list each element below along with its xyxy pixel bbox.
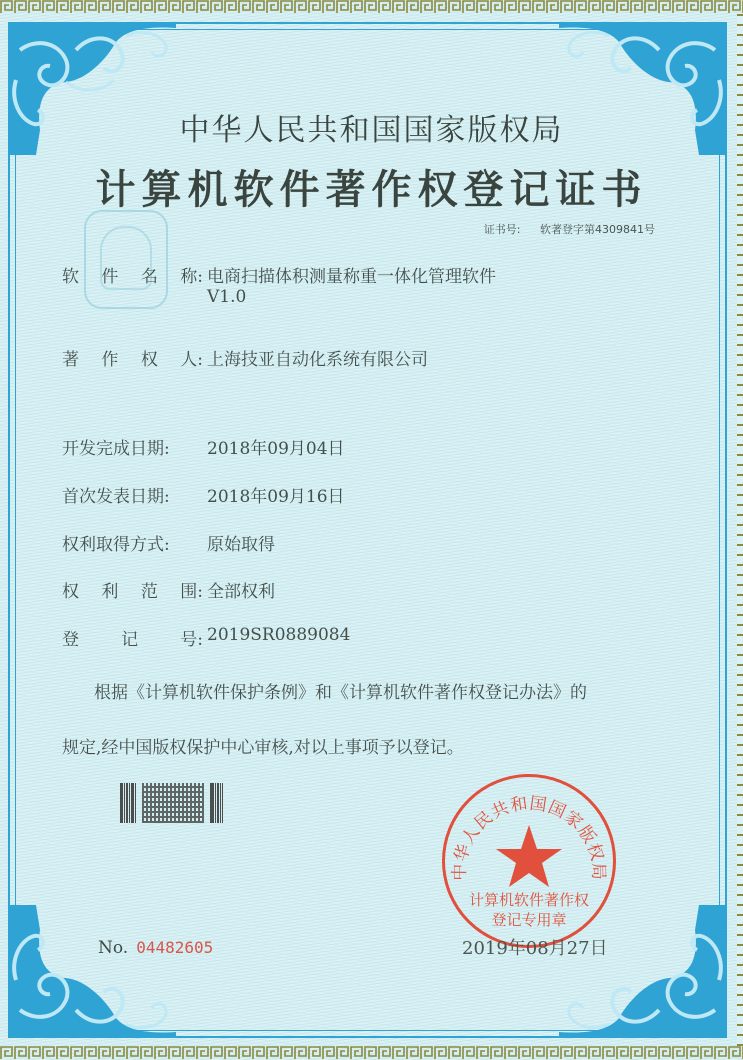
seal-line-2: 登记专用章 (491, 911, 567, 929)
registration-number-value: 2019SR0889084 (207, 625, 351, 645)
field-rights-acquisition (62, 530, 275, 555)
field-registration-number (62, 625, 350, 650)
field-label: 著 作 权 人: (62, 350, 203, 370)
certification-statement (62, 666, 702, 776)
seal-line-1: 计算机软件著作权 (468, 891, 589, 909)
statement-line-2: 规定,经中国版权保护中心审核,对以上事项予以登记。 (62, 738, 464, 758)
software-version-value: V1.0 (207, 287, 247, 307)
field-value (207, 262, 496, 307)
first-publication-date-value: 2018年09月16日 (207, 487, 345, 507)
rights-scope-value: 全部权利 (207, 582, 275, 602)
field-label: 首次发表日期: (62, 487, 170, 507)
certificate-number-label: 证书号: (483, 223, 521, 236)
barcode-2d (120, 783, 237, 823)
serial-number-value: 04482605 (136, 938, 214, 957)
serial-number (98, 938, 213, 958)
software-name-value: 电商扫描体积测量称重一体化管理软件 (207, 267, 496, 287)
certificate-title: 计算机软件著作权登记证书 (95, 166, 648, 213)
field-label: 权利取得方式: (62, 535, 170, 555)
copyright-owner-value: 上海技亚自动化系统有限公司 (207, 350, 428, 370)
field-label: 登 记 号: (62, 630, 203, 650)
issuer-title: 中华人民共和国国家版权局 (179, 113, 564, 148)
serial-number-label: No. (98, 938, 129, 958)
seal-arc-text: 中华人民共和国国家版权局 (449, 793, 609, 882)
field-label: 开发完成日期: (62, 439, 170, 459)
corner-ornament-bottom-left (6, 905, 176, 1040)
star-icon (496, 825, 562, 887)
barcode-left-bars (120, 783, 136, 823)
barcode-data-matrix (142, 783, 204, 823)
field-software-name (62, 262, 496, 307)
field-first-publication-date (62, 482, 345, 507)
dev-completion-date-value: 2018年09月04日 (207, 439, 345, 459)
rights-acquisition-value: 原始取得 (207, 535, 275, 555)
official-seal (442, 774, 616, 948)
field-label: 权 利 范 围: (62, 582, 203, 602)
field-dev-completion-date (62, 434, 345, 459)
field-copyright-owner (62, 345, 428, 370)
certificate-number-value: 软著登字第4309841号 (540, 223, 655, 236)
statement-line-1: 根据《计算机软件保护条例》和《计算机软件著作权登记办法》的 (94, 683, 587, 703)
greek-key-border-bottom (0, 1046, 743, 1060)
greek-key-border-top (0, 0, 743, 14)
certificate-number (484, 221, 655, 237)
field-label: 软 件 名 称: (62, 267, 203, 287)
issue-date: 2019年08月27日 (462, 938, 608, 959)
barcode-right-bars (210, 783, 223, 823)
field-rights-scope (62, 577, 275, 602)
